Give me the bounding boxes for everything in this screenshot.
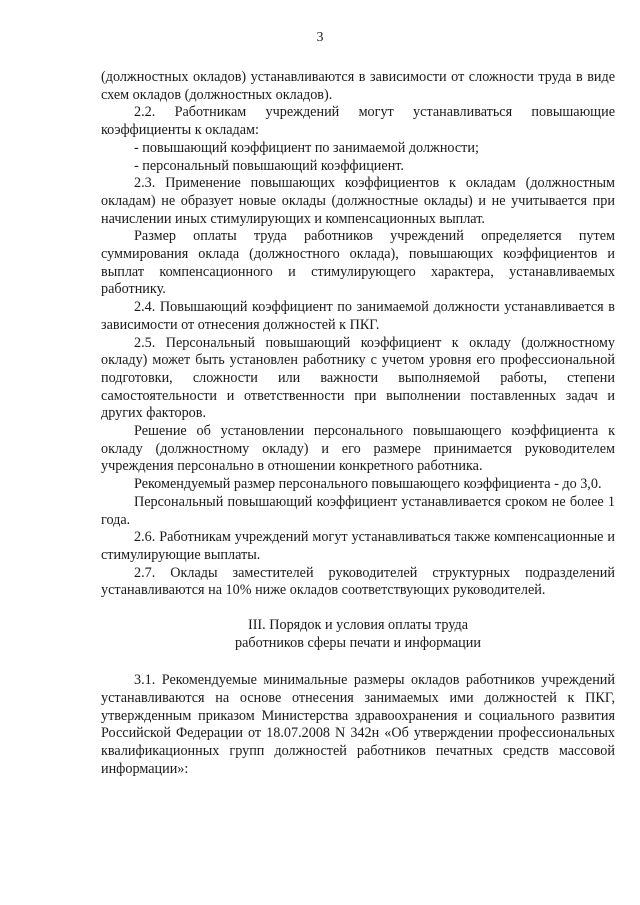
paragraph-2-2: 2.2. Работникам учреждений могут устанавливаться повышающие коэффициенты к окладам: <box>101 104 615 139</box>
paragraph-recommended-size: Рекомендуемый размер персонального повышающего коэффициента - до 3,0. <box>134 476 602 493</box>
list-item-position-coefficient: - повышающий коэффициент по занимаемой должности; <box>134 139 479 156</box>
section-heading <box>101 616 615 652</box>
paragraph-2-3: 2.3. Применение повышающих коэффициентов к окладам (должностным окладам) не образует новые оклады (должностные оклады) и не учитывается при начислении иных стимулирующих и компенсационных выплат. <box>101 175 615 227</box>
paragraph-2-7: 2.7. Оклады заместителей руководителей структурных подразделений устанавливаются на 10% ниже окладов соответствующих руководителей. <box>101 564 615 599</box>
paragraph-2-6: 2.6. Работникам учреждений могут устанавливаться также компенсационные и стимулирующие выплаты. <box>101 529 615 563</box>
paragraph-term: Персональный повышающий коэффициент устанавливается сроком не более 1 года. <box>101 493 615 528</box>
paragraph-decision: Решение об установлении персонального повышающего коэффициента к окладу (должностному окладу) и его размере принимается руководителем учреждения персонально в отношении конкретного работника. <box>101 423 615 475</box>
section-heading-line-2: работников сферы печати и информации <box>235 635 481 652</box>
paragraph-pay-size: Размер оплаты труда работников учреждений определяется путем суммирования оклада (должностного оклада), повышающих коэффициентов и выплат компенсационного и стимулирующего характера, устанавливаемых работнику. <box>101 228 615 298</box>
paragraph-2-5: 2.5. Персональный повышающий коэффициент к окладу (должностному окладу) может быть установлен работнику с учетом уровня его профессиональной подготовки, сложности или важности выполняемой работы, степени самостоятельности и ответственности при выполнении поставленных задач и других факторов. <box>101 334 615 422</box>
paragraph-continuation: (должностных окладов) устанавливаются в зависимости от сложности труда в виде схем окладов (должностных окладов). <box>101 69 615 103</box>
document-body <box>101 69 615 778</box>
section-heading-line-1: III. Порядок и условия оплаты труда <box>247 617 469 634</box>
list-item-personal-coefficient: - персональный повышающий коэффициент. <box>134 157 404 174</box>
paragraph-3-1: 3.1. Рекомендуемые минимальные размеры окладов работников учреждений устанавливаются на основе отнесения занимаемых ими должностей к ПКГ, утвержденным приказом Министерства здравоохранения и социального развития Российской Федерации от 18.07.2008 N 342н «Об утверждении профессиональных квалификационных групп должностей работников печатных средств массовой информации»: <box>101 672 615 777</box>
paragraph-2-4: 2.4. Повышающий коэффициент по занимаемой должности устанавливается в зависимости от отнесения должностей к ПКГ. <box>101 299 615 333</box>
page-number: 3 <box>316 30 324 45</box>
